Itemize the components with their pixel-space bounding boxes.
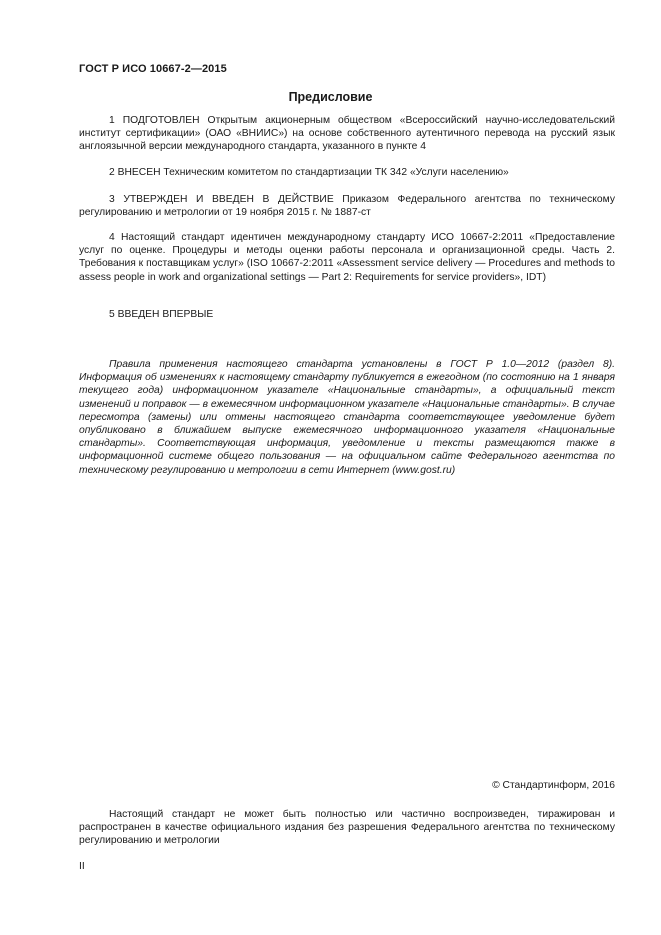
copyright-line: © Стандартинформ, 2016: [492, 780, 615, 791]
foreword-item-3: 3 УТВЕРЖДЕН И ВВЕДЕН В ДЕЙСТВИЕ Приказом Федерального агентства по техническому регулированию и метрологии от 19 ноября 2015 г. № 1887-ст: [79, 194, 615, 219]
foreword-item-2: 2 ВНЕСЕН Техническим комитетом по стандартизации ТК 342 «Услуги населению»: [109, 167, 509, 178]
foreword-item-5: 5 ВВЕДЕН ВПЕРВЫЕ: [109, 309, 214, 320]
application-rules-notice: Правила применения настоящего стандарта установлены в ГОСТ Р 1.0—2012 (раздел 8). Информация об изменениях к настоящему стандарту публикуется в ежегодном (по состоянию на 1 января текущего года) информационном указателе «Национальные стандарты», а официальный текст изменений и поправок — в ежемесячном информационном указателе «Национальные стандарты». В случае пересмотра (замены) или отмены настоящего стандарта соответствующее уведомление будет опубликовано в ближайшем выпуске ежемесячного информационного указателя «Национальные стандарты». Соответствующая информация, уведомление и тексты размещаются также в информационной системе общего пользования — на официальном сайте Федерального агентства по техническому регулированию и метрологии в сети Интернет (www.gost.ru): [79, 359, 615, 476]
page-title: Предисловие: [288, 90, 373, 104]
foreword-item-4: 4 Настоящий стандарт идентичен международному стандарту ИСО 10667-2:2011 «Предоставление услуг по оценке. Процедуры и методы оценки работы персонала и организационной среды. Часть 2. Требования к поставщикам услуг» (ISO 10667-2:2011 «Assessment service delivery — Procedures and methods to assess people in work and organizational settings — Part 2: Requirements for service providers», IDT): [79, 232, 615, 283]
document-header-id: ГОСТ Р ИСО 10667-2—2015: [79, 63, 227, 75]
reproduction-notice: Настоящий стандарт не может быть полностью или частично воспроизведен, тиражирован и распространен в качестве официального издания без разрешения Федерального агентства по техническому регулированию и метрологии: [79, 809, 615, 847]
foreword-item-1: 1 ПОДГОТОВЛЕН Открытым акционерным обществом «Всероссийский научно-исследовательский институт сертификации» (ОАО «ВНИИС») на основе собственного аутентичного перевода на русский язык англоязычной версии международного стандарта, указанного в пункте 4: [79, 115, 615, 153]
page-number: II: [79, 861, 85, 872]
